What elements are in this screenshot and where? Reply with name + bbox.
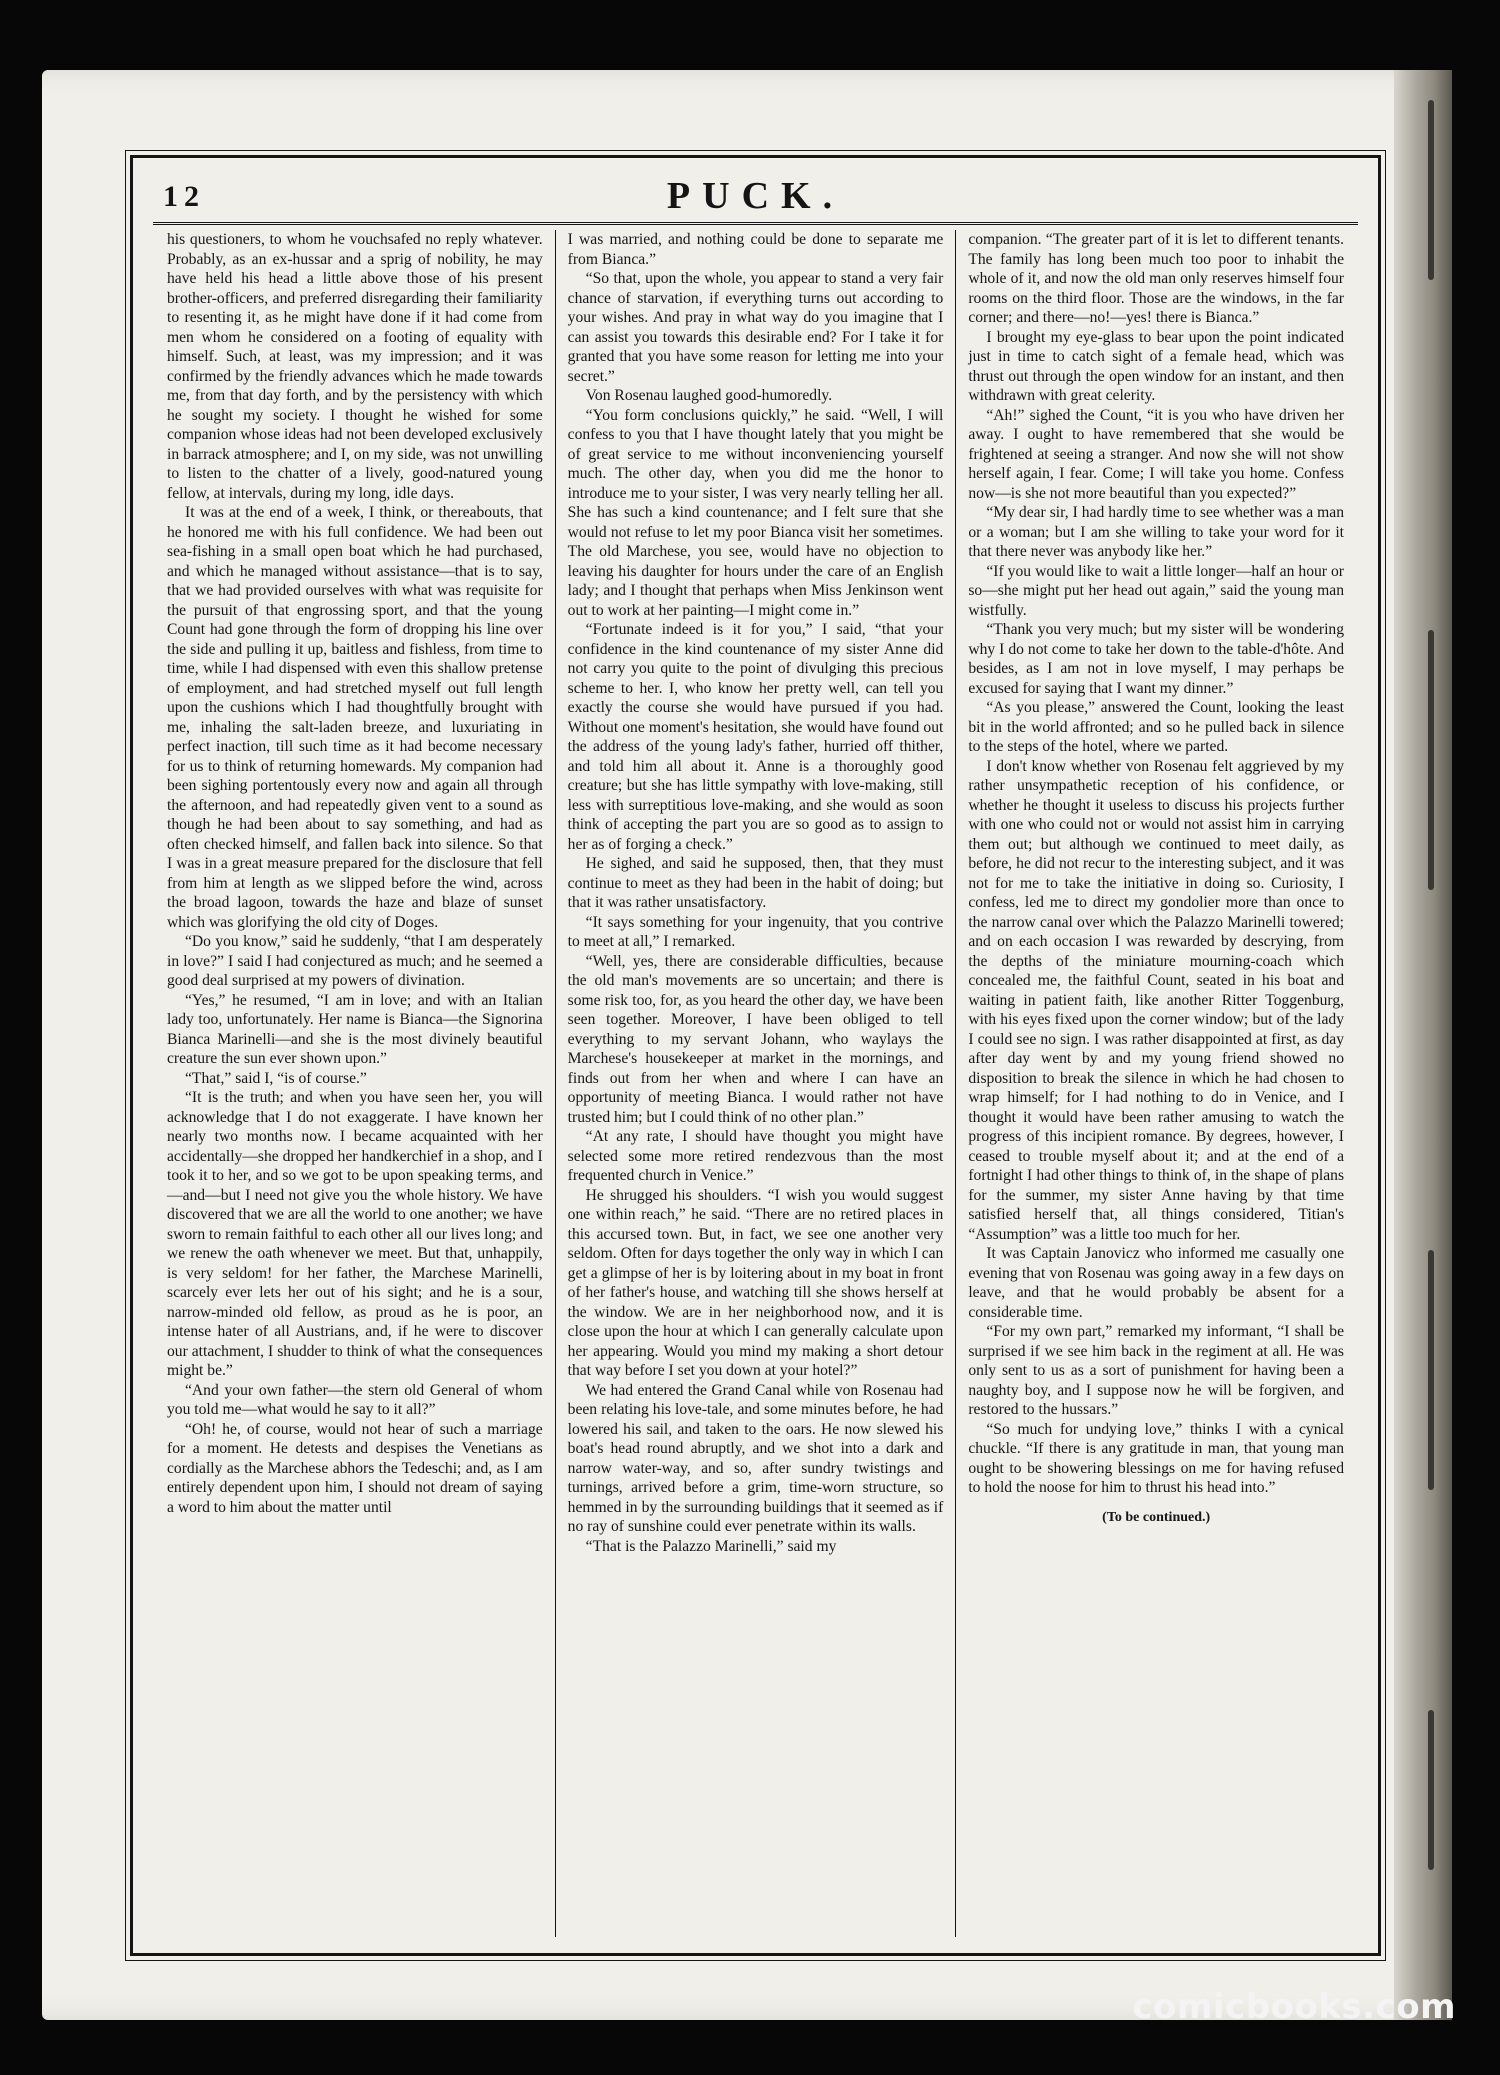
- article-paragraph: “If you would like to wait a little longer—half an hour or so—she might put her head out again,” said the young man wistfully.: [968, 562, 1345, 619]
- page-number: 12: [163, 180, 205, 213]
- article-paragraph: “Ah!” sighed the Count, “it is you who have driven her away. I ought to have remembered that she would be frightened at seeing a stranger. And now she will not show herself again, I fear. Come; I will take you home. Confess now—is she not more beautiful than you expected?”: [968, 406, 1345, 502]
- text-columns: [155, 230, 1356, 1937]
- masthead-title: PUCK.: [666, 175, 845, 217]
- article-paragraph: “Well, yes, there are considerable difficulties, because the old man's movements are so uncertain; and there is some risk too, for, as you heard the other day, we have been seen together. Moreover, I have been obliged to tell everything to my servant Johann, who waylays the Marchese's housekeeper at market in the mornings, and finds out from her when and where I can have an opportunity of meeting Bianca. I would rather not have trusted him; but I could think of no other plan.”: [567, 952, 944, 1126]
- article-paragraph: “And your own father—the stern old General of whom you told me—what would he say to it all?”: [167, 1381, 543, 1418]
- text-column-2: [555, 230, 956, 1937]
- article-paragraph: I don't know whether von Rosenau felt aggrieved by my rather unsympathetic reception of his confidence, or whether he thought it useless to discuss his projects further with one who could not or would not assist him in carrying them out; but although we continued to meet daily, as before, he did not recur to the interesting subject, and it was not for me to take the initiative in doing so. Curiosity, I confess, led me to direct my gondolier more than once to the narrow canal over which the Palazzo Marinelli towered; and on each occasion I was rewarded by descrying, from the depths of the miniature mourning-coach which concealed me, the faithful Count, seated in his boat and waiting in patient faith, like another Ritter Toggenburg, with his eyes fixed upon the corner window; but of the lady I could see no sign. I was rather disappointed at first, as day after day went by and my young friend showed no disposition to break the silence in which he had chosen to wrap himself; for I had nothing to do in Venice, and I thought it would have been rather amusing to watch the progress of this incipient romance. By degrees, however, I ceased to trouble myself about it; and at the end of a fortnight I had other things to think of, in the shape of plans for the summer, my sister Anne having by that time satisfied herself that, all things considered, Titian's “Assumption” was a little too much for her.: [968, 757, 1345, 1243]
- article-paragraph: “It is the truth; and when you have seen her, you will acknowledge that I do not exaggerate. I have known her nearly two months now. I became acquainted with her accidentally—she dropped her handkerchief in a shop, and I took it to her, and so we got to be upon speaking terms, and—and—but I need not give you the whole history. We have discovered that we are all the world to one another; we have sworn to remain faithful to each other all our lives long; and we renew the oath whenever we meet. But that, unhappily, is very seldom! for her father, the Marchese Marinelli, scarcely ever lets her out of his sight; and he is a sour, narrow-minded old fellow, as proud as he is poor, an intense hater of all Austrians, and, if he were to discover our attachment, I shudder to think of what the consequences might be.”: [167, 1089, 543, 1379]
- article-paragraph: “Thank you very much; but my sister will be wondering why I do not come to take her down to the table-d'hôte. And besides, as I am not in love myself, I may perhaps be excused for saying that I want my dinner.”: [968, 621, 1345, 697]
- article-paragraph: “You form conclusions quickly,” he said. “Well, I will confess to you that I have thought lately that you might be of great service to me without inconveniencing yourself much. The other day, when you did me the honor to introduce me to your sister, I was very nearly telling her all. She has such a kind countenance; and I felt sure that she would not refuse to let my poor Bianca visit her sometimes. The old Marchese, you see, would have no objection to leaving his daughter for hours under the care of an English lady; and I thought that perhaps when Miss Jenkinson went out to work at her painting—I might come in.”: [567, 406, 944, 619]
- article-paragraph: “Fortunate indeed is it for you,” I said, “that your confidence in the kind countenance of my sister Anne did not carry you quite to the point of divulging this precious scheme to her. I, who know her pretty well, can tell you exactly the course she would have pursued if you had. Without one moment's hesitation, she would have found out the address of the young lady's father, hurried off thither, and told him all about it. Anne is a thoroughly good creature; but she has little sympathy with love-making, still less with surreptitious love-making, and she would as soon think of accepting the part you are so good as to assign to her as of forging a check.”: [567, 621, 944, 853]
- article-paragraph: I brought my eye-glass to bear upon the point indicated just in time to catch sight of a female head, which was thrust out through the open window for an instant, and then withdrawn with great celerity.: [968, 328, 1345, 404]
- article-paragraph: It was Captain Janovicz who informed me casually one evening that von Rosenau was going away in a few days on leave, and that he would probably be absent for a considerable time.: [968, 1245, 1345, 1321]
- binding-thread: [1428, 100, 1434, 280]
- article-paragraph: “So that, upon the whole, you appear to stand a very fair chance of starvation, if everything turns out according to your wishes. And pray in what way do you imagine that I can assist you towards this desirable end? For I take it for granted that you have some reason for letting me into your secret.”: [567, 270, 944, 385]
- article-paragraph: Von Rosenau laughed good-humoredly.: [585, 387, 833, 404]
- article-paragraph: companion. “The greater part of it is let to different tenants. The family has long been much too poor to inhabit the whole of it, and now the old man only reserves himself four rooms on the third floor. Those are the windows, in the far corner; and there—no!—yes! there is Bianca.”: [968, 231, 1345, 326]
- article-paragraph: “Oh! he, of course, would not hear of such a marriage for a moment. He detests and despises the Venetians as cordially as the Marchese abhors the Tedeschi; and, as I am entirely dependent upon him, I should not dream of saying a word to him about the matter until: [167, 1420, 543, 1516]
- watermark-credit: comicbooks.com: [1132, 1987, 1456, 2027]
- article-paragraph: his questioners, to whom he vouchsafed no reply whatever. Probably, as an ex-hussar and a sprig of nobility, he may have held his head a little above those of his present brother-officers, and preferred disregarding their familiarity to resenting it, as he might have done if it had come from men whom he considered on a footing of equality with himself. Such, at least, was my impression; and it was confirmed by the friendly advances which he made towards me, from that day forth, and by the persistency with which he sought my society. I thought he wished for some companion whose ideas had not been developed exclusively in barrack atmosphere; and I, on my side, was not unwilling to listen to the chatter of a lively, good-natured young fellow, at intervals, during my long, idle days.: [167, 231, 543, 502]
- page-binding: [1394, 70, 1452, 2020]
- article-paragraph: “As you please,” answered the Count, looking the least bit in the world affronted; and so he pulled back in silence to the steps of the hotel, where we parted.: [968, 699, 1345, 755]
- article-paragraph: I was married, and nothing could be done to separate me from Bianca.”: [567, 231, 944, 268]
- binding-thread: [1428, 630, 1434, 890]
- binding-thread: [1428, 1710, 1434, 1870]
- article-paragraph: “For my own part,” remarked my informant, “I shall be surprised if we see him back in the regiment at all. He was only sent to us as a sort of punishment for having been a naughty boy, and I suppose now he will be forgiven, and restored to the hussars.”: [968, 1323, 1345, 1418]
- article-paragraph: “That,” said I, “is of course.”: [185, 1069, 367, 1087]
- article-paragraph: “So much for undying love,” thinks I with a cynical chuckle. “If there is any gratitude in man, that young man ought to be showering blessings on me for having refused to hold the noose for him to thrust his head into.”: [968, 1420, 1345, 1496]
- article-paragraph: “My dear sir, I had hardly time to see whether was a man or a woman; but I am she willing to take your word for it that there never was anybody like her.”: [968, 504, 1345, 560]
- article-paragraph: He sighed, and said he supposed, then, that they must continue to meet as they had been in the habit of doing; but that it was rather unsatisfactory.: [567, 855, 944, 911]
- article-paragraph: He shrugged his shoulders. “I wish you would suggest one within reach,” he said. “There are no retired places in this accursed town. But, in fact, we see one another very seldom. Often for days together the only way in which I can get a glimpse of her is by loitering about in my boat in front of her father's house, and watching till she shows herself at the window. We are in her neighborhood now, and it is close upon the hour at which I can generally calculate upon her appearing. Would you mind my making a short detour that way before I set you down at your hotel?”: [567, 1186, 944, 1379]
- article-paragraph: “Yes,” he resumed, “I am in love; and with an Italian lady too, unfortunately. Her name is Bianca—the Signorina Bianca Marinelli—and she is the most divinely beautiful creature the sun ever shown upon.”: [167, 991, 543, 1067]
- article-paragraph: It was at the end of a week, I think, or thereabouts, that he honored me with his full confidence. We had been out sea-fishing in a small open boat which he had purchased, and which he managed without assistance—that is to say, that we had provided ourselves with what was requisite for the pursuit of that engrossing sport, and that the young Count had gone through the form of dropping his line over the side and pulling it up, baitless and fishless, from time to time, while I had dispensed with even this shallow pretense of employment, and had stretched myself out full length upon the cushions which I had thoughtfully brought with me, inhaling the salt-laden breeze, and luxuriating in perfect inaction, till such time as it had become necessary for us to think of returning homewards. My companion had been sighing portentously every now and again all through the afternoon, and had repeatedly given vent to a sound as though he had been about to say something, and had as often checked himself, and fallen back into silence. So that I was in a great measure prepared for the disclosure that fell from him at length as we slipped before the wind, across the broad lagoon, towards the haze and blaze of sunset which was glorifying the old city of Doges.: [167, 504, 543, 931]
- page-header: [153, 172, 1358, 225]
- text-column-1: [155, 230, 555, 1937]
- article-paragraph: “That is the Palazzo Marinelli,” said my: [585, 1537, 837, 1555]
- continued-note: (To be continued.): [1102, 1509, 1211, 1525]
- text-column-3: [955, 230, 1356, 1937]
- page-frame: [130, 155, 1381, 1956]
- article-paragraph: “It says something for your ingenuity, that you contrive to meet at all,” I remarked.: [567, 913, 944, 950]
- magazine-page: [42, 70, 1452, 2020]
- article-paragraph: “At any rate, I should have thought you might have selected some more retired rendezvous than the most frequented church in Venice.”: [567, 1128, 944, 1184]
- binding-thread: [1428, 1250, 1434, 1490]
- article-paragraph: We had entered the Grand Canal while von Rosenau had been relating his love-tale, and some minutes before, he had lowered his sail, and taken to the oars. He now slewed his boat's head round abruptly, and we shot into a dark and narrow water-way, and so, after sundry twistings and turnings, arrived before a grim, time-worn structure, so hemmed in by the surrounding buildings that it seemed as if no ray of sunshine could ever penetrate within its walls.: [567, 1381, 944, 1535]
- article-paragraph: “Do you know,” said he suddenly, “that I am desperately in love?” I said I had conjectured as much; and he seemed a good deal surprised at my powers of divination.: [167, 933, 543, 989]
